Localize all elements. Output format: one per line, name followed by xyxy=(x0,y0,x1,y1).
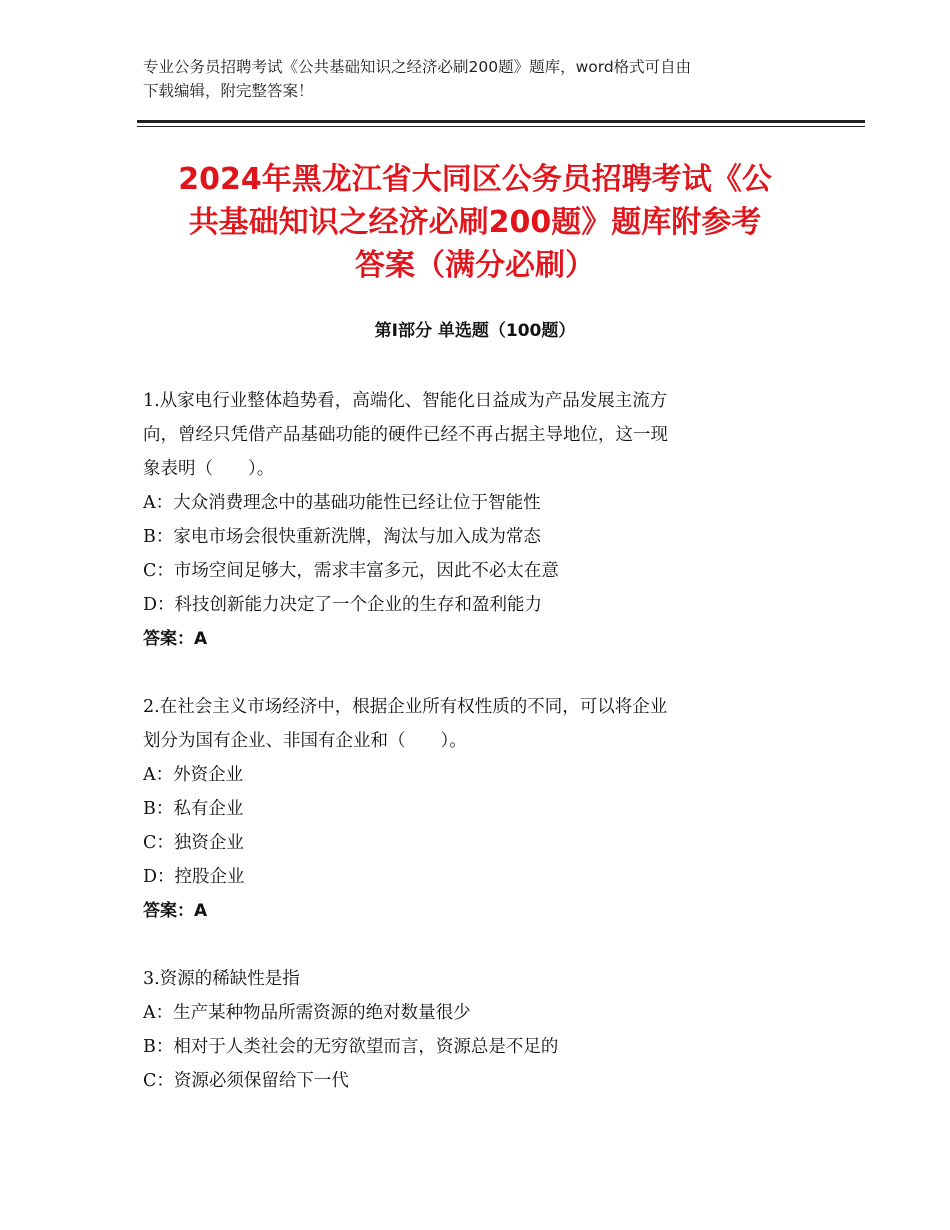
document-title xyxy=(120,158,830,287)
header-note-line-2: 下载编辑，附完整答案！ xyxy=(143,82,314,100)
question-stem-line: 1.从家电行业整体趋势看，高端化、智能化日益成为产品发展主流方 xyxy=(143,391,668,411)
title-line-3: 答案（满分必刷） xyxy=(355,248,595,283)
question-stem-line: 3.资源的稀缺性是指 xyxy=(143,969,300,989)
option-b: B：相对于人类社会的无穷欲望而言，资源总是不足的 xyxy=(143,1037,559,1057)
header-divider-thin xyxy=(137,126,865,127)
question-spacer xyxy=(143,928,808,962)
answer-label: 答案：A xyxy=(143,629,208,649)
header-note-line-1: 专业公务员招聘考试《公共基础知识之经济必刷200题》题库，word格式可自由 xyxy=(143,58,692,76)
question-stem-line: 向，曾经只凭借产品基础功能的硬件已经不再占据主导地位，这一现 xyxy=(143,425,668,445)
option-c: C：独资企业 xyxy=(143,833,244,853)
option-b: B：私有企业 xyxy=(143,799,244,819)
option-d: D：科技创新能力决定了一个企业的生存和盈利能力 xyxy=(143,595,543,615)
option-c: C：资源必须保留给下一代 xyxy=(143,1071,349,1091)
title-line-1: 2024年黑龙江省大同区公务员招聘考试《公 xyxy=(178,162,772,197)
option-a: A：生产某种物品所需资源的绝对数量很少 xyxy=(143,1003,471,1023)
question-item xyxy=(143,962,808,1098)
option-a: A：大众消费理念中的基础功能性已经让位于智能性 xyxy=(143,493,541,513)
option-c: C：市场空间足够大，需求丰富多元，因此不必太在意 xyxy=(143,561,559,581)
option-a: A：外资企业 xyxy=(143,765,244,785)
option-d: D：控股企业 xyxy=(143,867,245,887)
question-item xyxy=(143,690,808,928)
question-stem-line: 2.在社会主义市场经济中，根据企业所有权性质的不同，可以将企业 xyxy=(143,697,668,717)
title-line-2: 共基础知识之经济必刷200题》题库附参考 xyxy=(188,205,762,240)
header-note xyxy=(143,55,813,103)
question-spacer xyxy=(143,656,808,690)
question-list xyxy=(143,384,808,1098)
option-b: B：家电市场会很快重新洗牌，淘汰与加入成为常态 xyxy=(143,527,541,547)
answer-label: 答案：A xyxy=(143,901,208,921)
header-divider-thick xyxy=(137,120,865,123)
question-item xyxy=(143,384,808,656)
question-stem-line: 象表明（ ）。 xyxy=(143,459,275,479)
section-title: 第Ⅰ部分 单选题（100题） xyxy=(374,321,576,341)
question-stem-line: 划分为国有企业、非国有企业和（ ）。 xyxy=(143,731,467,751)
